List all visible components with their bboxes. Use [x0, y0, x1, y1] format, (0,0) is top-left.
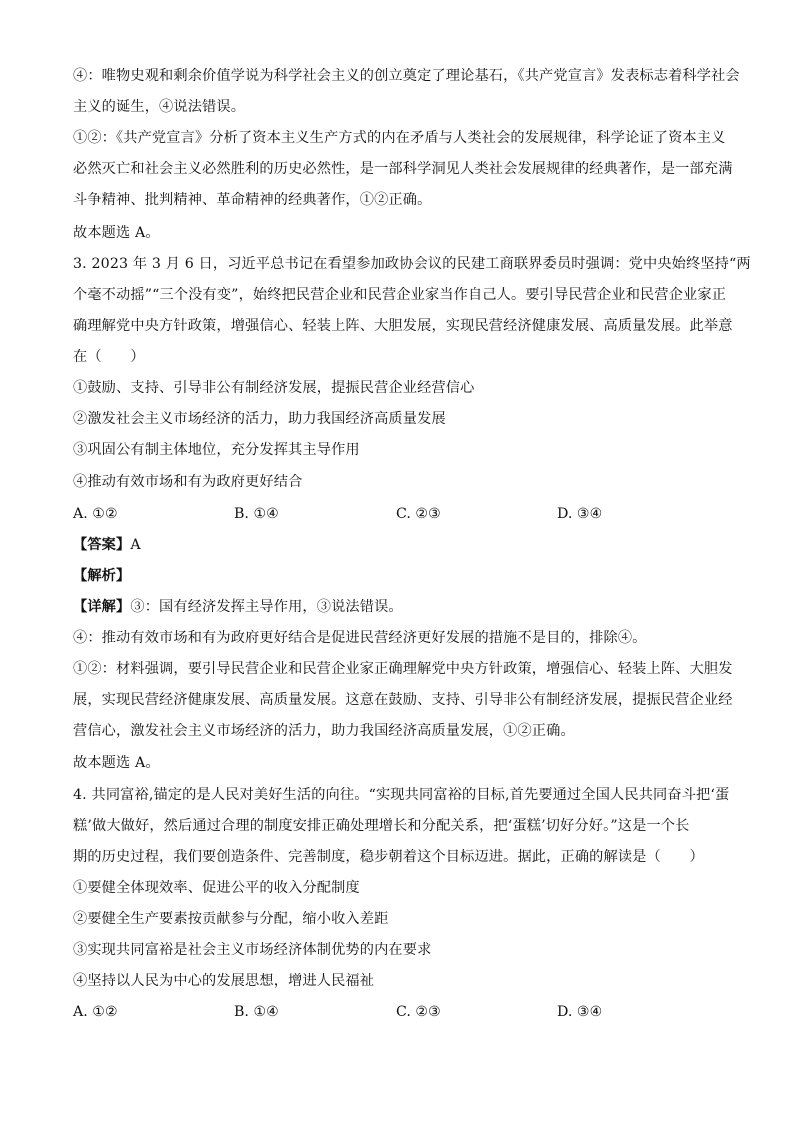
q4-option-d: D. ③④ — [557, 1004, 603, 1020]
prev-analysis-line-5: 斗争精神、批判精神、革命精神的经典著作，①②正确。 — [73, 192, 432, 208]
q4-option-a: A. ①② — [73, 1004, 118, 1020]
q4-item-4: ④坚持以人民为中心的发展思想，增进人民福祉 — [73, 973, 375, 989]
q4-stem-line-1: 4. 共同富裕,锚定的是人民对美好生活的向往。“实现共同富裕的目标,首先要通过全国人民共同奋斗把‘蛋 — [73, 787, 730, 803]
q4-option-b: B. ①④ — [234, 1004, 279, 1020]
q3-option-d: D. ③④ — [557, 506, 603, 522]
q3-detail-line-5: 营信心，激发社会主义市场经济的活力，助力我国经济高质量发展，①②正确。 — [73, 723, 575, 739]
prev-analysis-line-4: 必然灭亡和社会主义必然胜利的历史必然性，是一部科学洞见人类社会发展规律的经典著作，是一部充满 — [73, 161, 733, 177]
q3-option-c: C. ②③ — [396, 506, 441, 522]
prev-analysis-line-2: 主义的诞生，④说法错误。 — [73, 99, 246, 115]
q4-stem-line-3: 期的历史过程，我们要创造条件、完善制度，稳步朝着这个目标迈进。据此，正确的解读是（ ） — [73, 849, 704, 865]
q4-stem-line-2: 糕’做大做好，然后通过合理的制度安排正确处理增长和分配关系，把‘蛋糕’切好分好。”这是一个长 — [73, 818, 690, 834]
q3-stem-line-1: 3. 2023 年 3 月 6 日，习近平总书记在看望参加政协会议的民建工商联界委员时强调：党中央始终坚持“两 — [73, 256, 751, 272]
q3-stem-line-3: 确理解党中央方针政策，增强信心、轻装上阵、大胆发展，实现民营经济健康发展、高质量发展。此举意 — [73, 318, 733, 334]
q3-item-3: ③巩固公有制主体地位，充分发挥其主导作用 — [73, 442, 360, 458]
q3-stem-line-2: 个毫不动摇”“三个没有变”，始终把民营企业和民营企业家当作自己人。要引导民营企业和民营企业家正 — [73, 287, 727, 303]
q3-detail-line-3: ①②：材料强调，要引导民营企业和民营企业家正确理解党中央方针政策，增强信心、轻装上阵、大胆发 — [73, 661, 733, 677]
q3-detail-line-2: ④：推动有效市场和有为政府更好结合是促进民营经济更好发展的措施不是目的，排除④。 — [73, 630, 647, 646]
answer-value: A — [130, 537, 141, 553]
q3-analysis-tag-line — [73, 566, 733, 586]
detail-text-1: ③：国有经济发挥主导作用，③说法错误。 — [130, 599, 403, 615]
q3-option-a: A. ①② — [73, 506, 118, 522]
analysis-tag: 【解析】 — [73, 568, 131, 584]
q4-item-3: ③实现共同富裕是社会主义市场经济体制优势的内在要求 — [73, 942, 432, 958]
q3-detail-line-1 — [73, 597, 733, 617]
prev-conclusion: 故本题选 A。 — [73, 225, 160, 241]
q3-item-4: ④推动有效市场和有为政府更好结合 — [73, 474, 303, 490]
detail-tag: 【详解】 — [73, 599, 131, 615]
prev-analysis-line-3: ①②：《共产党宣言》分析了资本主义生产方式的内在矛盾与人类社会的发展规律，科学论证了资本主义 — [73, 130, 726, 146]
q3-detail-line-4: 展，实现民营经济健康发展、高质量发展。这意在鼓励、支持、引导非公有制经济发展，提振民营企业经 — [73, 692, 733, 708]
q4-item-2: ②要健全生产要素按贡献参与分配，缩小收入差距 — [73, 911, 389, 927]
answer-tag: 【答案】 — [73, 537, 131, 553]
q4-option-c: C. ②③ — [396, 1004, 441, 1020]
q3-answer-line — [73, 535, 733, 555]
q3-stem-line-4: 在（ ） — [73, 349, 145, 365]
q3-item-1: ①鼓励、支持、引导非公有制经济发展，提振民营企业经营信心 — [73, 380, 475, 396]
q4-item-1: ①要健全体现效率、促进公平的收入分配制度 — [73, 880, 360, 896]
q3-option-b: B. ①④ — [234, 506, 279, 522]
q3-item-2: ②激发社会主义市场经济的活力，助力我国经济高质量发展 — [73, 411, 446, 427]
q3-conclusion: 故本题选 A。 — [73, 755, 160, 771]
prev-analysis-line-1: ④：唯物史观和剩余价值学说为科学社会主义的创立奠定了理论基石，《共产党宣言》发表标志着科学社会 — [73, 68, 740, 84]
